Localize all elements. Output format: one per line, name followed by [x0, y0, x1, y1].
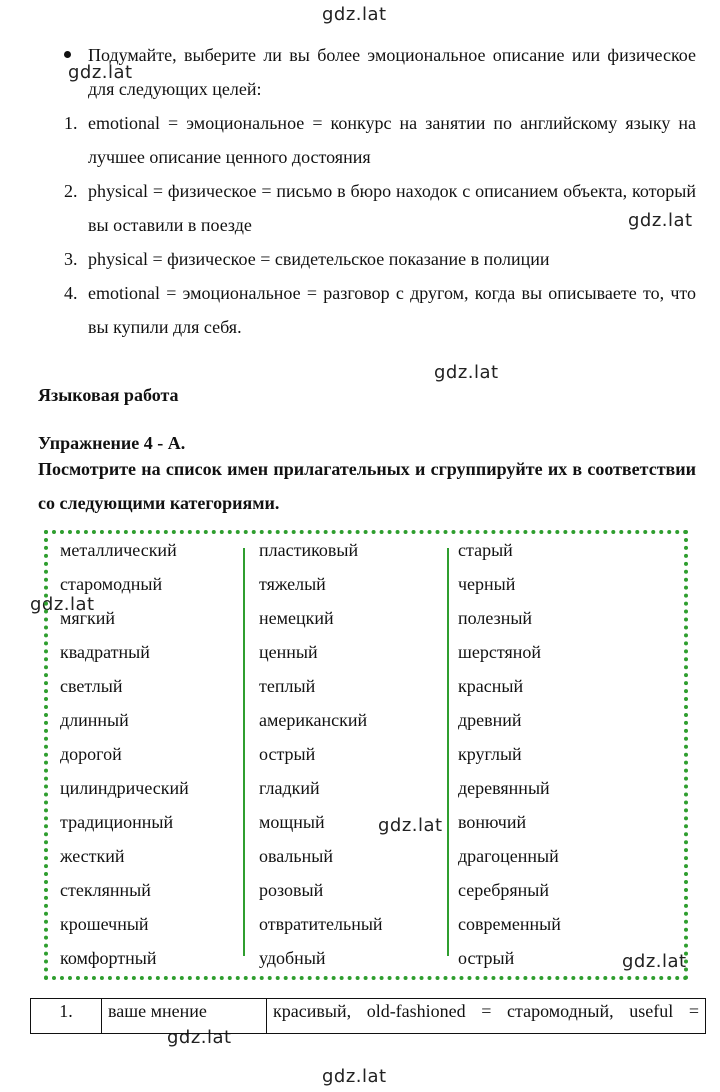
list-item-number: 2.	[64, 181, 78, 201]
adjective: жесткий	[60, 846, 125, 866]
adjective: отвратительный	[259, 914, 383, 934]
list-item-number: 4.	[64, 283, 78, 303]
table-row	[31, 999, 706, 1034]
adjective: мощный	[259, 812, 325, 832]
watermark: gdz.lat	[30, 594, 95, 615]
adjective: длинный	[60, 710, 129, 730]
exercise-title: Упражнение 4 - A.	[38, 433, 186, 453]
adjective: деревянный	[458, 778, 550, 798]
watermark: gdz.lat	[322, 1066, 387, 1087]
adjective: черный	[458, 574, 516, 594]
adjective: дорогой	[60, 744, 122, 764]
bullet-text: Подумайте, выберите ли вы более эмоциональное описание или физическое для следующих целей:	[88, 45, 696, 99]
adjective: крошечный	[60, 914, 149, 934]
watermark: gdz.lat	[378, 815, 443, 836]
adjective: гладкий	[259, 778, 320, 798]
adjective: квадратный	[60, 642, 150, 662]
adjective: серебряный	[458, 880, 549, 900]
list-item-text: physical = физическое = свидетельское показание в полиции	[88, 249, 550, 269]
watermark: gdz.lat	[434, 362, 499, 383]
row-number: 1.	[31, 999, 102, 1034]
adjective: теплый	[259, 676, 316, 696]
category-label: ваше мнение	[102, 999, 267, 1034]
adjective: мягкий	[60, 608, 116, 628]
adjective: традиционный	[60, 812, 174, 832]
adjective: вонючий	[458, 812, 527, 832]
column-divider	[447, 548, 449, 956]
adjective-column	[458, 535, 561, 977]
bullet-dot	[64, 51, 71, 58]
list-item-number: 1.	[64, 113, 78, 133]
adjective: старый	[458, 540, 513, 560]
adjective: удобный	[259, 948, 326, 968]
adjective: немецкий	[259, 608, 334, 628]
category-table	[30, 998, 706, 1034]
adjective: драгоценный	[458, 846, 559, 866]
adjective: овальный	[259, 846, 333, 866]
section-title: Языковая работа	[38, 385, 179, 405]
adjective: американский	[259, 710, 368, 730]
list-item-text: physical = физическое = письмо в бюро находок с описанием объекта, который вы оставили в поезде	[88, 181, 696, 235]
watermark: gdz.lat	[622, 951, 687, 972]
watermark: gdz.lat	[628, 210, 693, 231]
adjective: комфортный	[60, 948, 157, 968]
adjective: металлический	[60, 540, 177, 560]
adjective: пластиковый	[259, 540, 359, 560]
adjective: красный	[458, 676, 524, 696]
adjective: острый	[259, 744, 316, 764]
adjective: цилиндрический	[60, 778, 189, 798]
adjective: стеклянный	[60, 880, 151, 900]
adjective-column	[259, 535, 383, 977]
adjective: старомодный	[60, 574, 163, 594]
adjective: ценный	[259, 642, 318, 662]
adjective: полезный	[458, 608, 533, 628]
watermark: gdz.lat	[68, 62, 133, 83]
category-answer: красивый, old-fashioned = старомодный, useful =	[267, 999, 706, 1034]
adjective: тяжелый	[259, 574, 326, 594]
adjective-column	[60, 535, 189, 977]
list-item-number: 3.	[64, 249, 78, 269]
watermark: gdz.lat	[322, 4, 387, 25]
adjective: острый	[458, 948, 515, 968]
column-divider	[243, 548, 245, 956]
watermark: gdz.lat	[167, 1027, 232, 1048]
adjective: древний	[458, 710, 522, 730]
list-item-text: emotional = эмоциональное = разговор с другом, когда вы описываете то, что вы купили для себя.	[88, 283, 696, 337]
list-item-text: emotional = эмоциональное = конкурс на занятии по английскому языку на лучшее описание ценного достояния	[88, 113, 696, 167]
adjective: круглый	[458, 744, 522, 764]
adjective: шерстяной	[458, 642, 542, 662]
adjective: светлый	[60, 676, 123, 696]
exercise-instruction: Посмотрите на список имен прилагательных и сгруппируйте их в соответствии со следующими категориями.	[38, 459, 696, 513]
adjective: современный	[458, 914, 561, 934]
adjective: розовый	[259, 880, 324, 900]
